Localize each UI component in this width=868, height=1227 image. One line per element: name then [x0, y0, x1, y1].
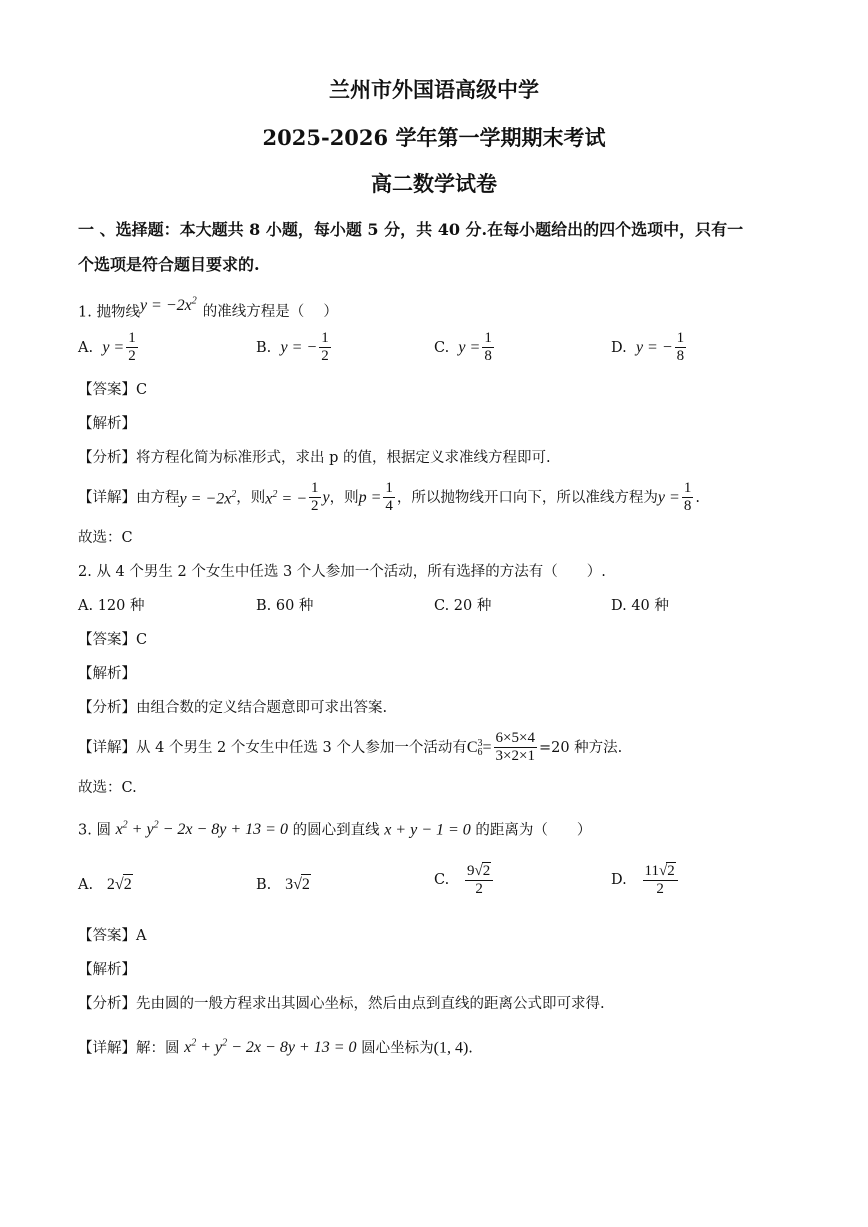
section-heading-line2: 个选项是符合题目要求的. [78, 255, 260, 274]
q1-detail: 【详解】由方程$y = -2x^2$，则$x^2$ = − $\frac{1}{2}$ y，则p = $\frac{1}{4}$ ，所以抛物线开口向下，所以准线方程为y = $\frac{1}{8}$ . [78, 480, 700, 514]
q2-choose: 故选：C. [78, 780, 137, 796]
subject-title: 高二数学试卷 [371, 171, 497, 196]
question-1-stem: 1. 抛物线$y = -2x^2$的准线方程是（ ） [78, 296, 338, 321]
q1-answer: 【答案】C [78, 382, 148, 398]
q1-analysis-title: 【解析】 [78, 416, 136, 432]
q2-analysis-title: 【解析】 [78, 666, 136, 682]
section-heading-line1: 一 、选择题：本大题共 8 小题，每小题 5 分，共 40 分.在每小题给出的四个选项中，只有一 [78, 220, 744, 239]
q3-option-c: C. $\frac{9√2}{2}$ [434, 862, 495, 898]
q2-answer: 【答案】C [78, 632, 148, 648]
school-title: 兰州市外国语高级中学 [329, 77, 539, 102]
q2-option-b: B. 60 种 [256, 598, 314, 614]
q1-analysis: 【分析】将方程化简为标准形式，求出 p 的值，根据定义求准线方程即可. [78, 450, 551, 466]
q3-analysis: 【分析】先由圆的一般方程求出其圆心坐标，然后由点到直线的距离公式即可求得. [78, 996, 605, 1012]
q3-analysis-title: 【解析】 [78, 962, 136, 978]
q2-analysis: 【分析】由组合数的定义结合题意即可求出答案. [78, 700, 388, 716]
q2-option-d: D. 40 种 [611, 598, 669, 614]
q3-answer: 【答案】A [78, 928, 147, 944]
q3-detail: 【详解】解：圆 $x^2 + y^2 - 2x - 8y + 13 = 0$ 圆心坐标为(1, 4). [78, 1038, 473, 1057]
q1-option-a: A. y = $\frac{1}{2}$ [78, 330, 136, 364]
q1-option-c: C. y = $\frac{1}{8}$ [434, 330, 492, 364]
q3-option-b: B. 3√2 [256, 876, 310, 893]
q3-option-a: A. 2√2 [78, 876, 132, 893]
question-3-stem: 3. 圆 $x^2 + y^2 - 2x - 8y + 13 = 0$ 的圆心到直线 x + y − 1 = 0 的距离为（ ） [78, 820, 592, 839]
q2-option-a: A. 120 种 [78, 598, 145, 614]
exam-title: 2025-2026 学年第一学期期末考试 [262, 125, 606, 150]
q2-option-c: C. 20 种 [434, 598, 492, 614]
q1-option-b: B. y = − $\frac{1}{2}$ [256, 330, 329, 364]
q2-detail: 【详解】从 4 个男生 2 个女生中任选 3 个人参加一个活动有C 3 6 = $\frac{6\times 5\times 4}{3\times 2\times 1}$ =20 种方法. [78, 730, 623, 764]
q1-option-d: D. y = − $\frac{1}{8}$ [611, 330, 685, 364]
q3-option-d: D. $\frac{11√2}{2}$ [611, 862, 680, 898]
question-2-stem: 2. 从 4 个男生 2 个女生中任选 3 个人参加一个活动，所有选择的方法有（ ）. [78, 564, 606, 580]
q1-equation: $y = -2x^2$ [139, 296, 197, 315]
q1-choose: 故选：C [78, 530, 133, 546]
